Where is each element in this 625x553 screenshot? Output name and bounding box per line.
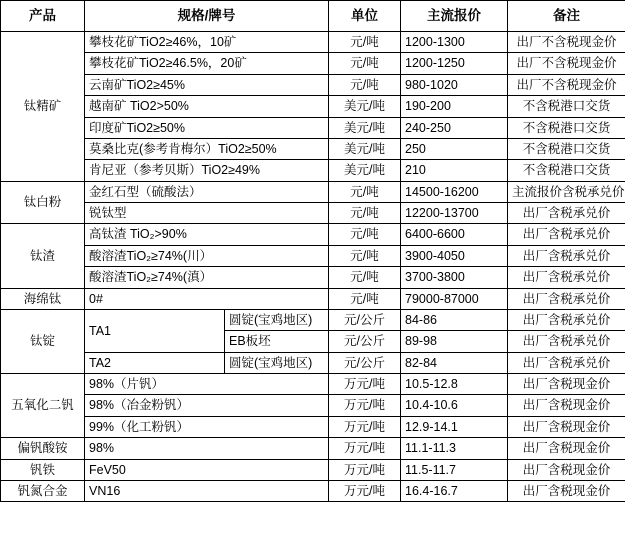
product-category: 钒氮合金 xyxy=(1,480,85,501)
note-cell: 不含税港口交货 xyxy=(508,138,625,159)
price-cell: 250 xyxy=(401,138,508,159)
price-cell: 10.5-12.8 xyxy=(401,374,508,395)
spec-cell: 锐钛型 xyxy=(85,203,329,224)
spec-cell: 云南矿TiO2≥45% xyxy=(85,74,329,95)
unit-cell: 元/吨 xyxy=(329,224,401,245)
note-cell: 出厂含税承兑价 xyxy=(508,288,625,309)
spec-cell: TA1 xyxy=(85,309,225,352)
price-cell: 14500-16200 xyxy=(401,181,508,202)
unit-cell: 元/吨 xyxy=(329,288,401,309)
product-category: 钛渣 xyxy=(1,224,85,288)
price-cell: 980-1020 xyxy=(401,74,508,95)
note-cell: 出厂含税承兑价 xyxy=(508,203,625,224)
price-cell: 240-250 xyxy=(401,117,508,138)
price-cell: 3900-4050 xyxy=(401,245,508,266)
unit-cell: 元/吨 xyxy=(329,53,401,74)
price-cell: 210 xyxy=(401,160,508,181)
price-cell: 16.4-16.7 xyxy=(401,480,508,501)
table-row xyxy=(1,117,625,138)
product-category: 偏钒酸铵 xyxy=(1,438,85,459)
unit-cell: 元/吨 xyxy=(329,32,401,53)
note-cell: 主流报价含税承兑价 xyxy=(508,181,625,202)
note-cell: 出厂不含税现金价 xyxy=(508,32,625,53)
spec-cell: 印度矿TiO2≥50% xyxy=(85,117,329,138)
table-row xyxy=(1,224,625,245)
spec-detail-cell: EB板坯 xyxy=(225,331,329,352)
unit-cell: 美元/吨 xyxy=(329,160,401,181)
unit-cell: 万元/吨 xyxy=(329,438,401,459)
table-row xyxy=(1,32,625,53)
unit-cell: 美元/吨 xyxy=(329,138,401,159)
price-cell: 84-86 xyxy=(401,309,508,330)
table-row xyxy=(1,203,625,224)
spec-cell: 高钛渣 TiO₂>90% xyxy=(85,224,329,245)
product-category: 钒铁 xyxy=(1,459,85,480)
spec-cell: FeV50 xyxy=(85,459,329,480)
price-cell: 12.9-14.1 xyxy=(401,416,508,437)
unit-cell: 万元/吨 xyxy=(329,480,401,501)
price-cell: 3700-3800 xyxy=(401,267,508,288)
unit-cell: 美元/吨 xyxy=(329,96,401,117)
price-cell: 12200-13700 xyxy=(401,203,508,224)
spec-cell: 攀枝花矿TiO2≥46.5%，20矿 xyxy=(85,53,329,74)
unit-cell: 美元/吨 xyxy=(329,117,401,138)
table-row xyxy=(1,374,625,395)
spec-cell: 0# xyxy=(85,288,329,309)
price-cell: 6400-6600 xyxy=(401,224,508,245)
table-row xyxy=(1,416,625,437)
product-category: 五氧化二钒 xyxy=(1,374,85,438)
unit-cell: 元/吨 xyxy=(329,267,401,288)
price-cell: 79000-87000 xyxy=(401,288,508,309)
unit-cell: 万元/吨 xyxy=(329,374,401,395)
header-note: 备注 xyxy=(508,1,625,32)
table-row xyxy=(1,160,625,181)
price-cell: 11.1-11.3 xyxy=(401,438,508,459)
note-cell: 出厂不含税现金价 xyxy=(508,53,625,74)
table-row xyxy=(1,138,625,159)
product-category: 钛锭 xyxy=(1,309,85,373)
table-row xyxy=(1,352,625,373)
note-cell: 出厂含税承兑价 xyxy=(508,245,625,266)
table-row xyxy=(1,288,625,309)
note-cell: 出厂不含税现金价 xyxy=(508,74,625,95)
unit-cell: 元/吨 xyxy=(329,245,401,266)
table-row xyxy=(1,245,625,266)
price-cell: 82-84 xyxy=(401,352,508,373)
note-cell: 不含税港口交货 xyxy=(508,160,625,181)
table-row xyxy=(1,395,625,416)
table-row xyxy=(1,96,625,117)
price-cell: 10.4-10.6 xyxy=(401,395,508,416)
spec-cell: 越南矿 TiO2>50% xyxy=(85,96,329,117)
note-cell: 出厂含税承兑价 xyxy=(508,309,625,330)
note-cell: 出厂含税现金价 xyxy=(508,416,625,437)
spec-cell: 98%（片钒） xyxy=(85,374,329,395)
table-row xyxy=(1,459,625,480)
price-cell: 1200-1300 xyxy=(401,32,508,53)
header-product: 产品 xyxy=(1,1,85,32)
unit-cell: 元/吨 xyxy=(329,181,401,202)
unit-cell: 元/吨 xyxy=(329,74,401,95)
spec-cell: 98%（冶金粉钒） xyxy=(85,395,329,416)
header-unit: 单位 xyxy=(329,1,401,32)
note-cell: 出厂含税现金价 xyxy=(508,374,625,395)
product-category: 钛白粉 xyxy=(1,181,85,224)
product-category: 钛精矿 xyxy=(1,32,85,182)
spec-cell: TA2 xyxy=(85,352,225,373)
note-cell: 出厂含税现金价 xyxy=(508,480,625,501)
header-price: 主流报价 xyxy=(401,1,508,32)
spec-cell: 金红石型（硫酸法） xyxy=(85,181,329,202)
spec-cell: 98% xyxy=(85,438,329,459)
note-cell: 不含税港口交货 xyxy=(508,117,625,138)
spec-cell: 酸溶渣TiO₂≥74%(川） xyxy=(85,245,329,266)
spec-cell: 莫桑比克(参考肯梅尔）TiO2≥50% xyxy=(85,138,329,159)
table-row xyxy=(1,438,625,459)
spec-detail-cell: 圆锭(宝鸡地区) xyxy=(225,352,329,373)
unit-cell: 元/公斤 xyxy=(329,331,401,352)
unit-cell: 元/公斤 xyxy=(329,309,401,330)
table-row xyxy=(1,181,625,202)
header-spec: 规格/牌号 xyxy=(85,1,329,32)
table-row xyxy=(1,74,625,95)
table-row xyxy=(1,53,625,74)
spec-cell: 肯尼亚（参考贝斯）TiO2≥49% xyxy=(85,160,329,181)
note-cell: 出厂含税现金价 xyxy=(508,459,625,480)
note-cell: 出厂含税现金价 xyxy=(508,395,625,416)
table-row xyxy=(1,480,625,501)
note-cell: 出厂含税承兑价 xyxy=(508,224,625,245)
spec-cell: 99%（化工粉钒） xyxy=(85,416,329,437)
table-row xyxy=(1,309,625,330)
note-cell: 出厂含税承兑价 xyxy=(508,267,625,288)
price-cell: 190-200 xyxy=(401,96,508,117)
product-category: 海绵钛 xyxy=(1,288,85,309)
table-body xyxy=(1,32,625,502)
note-cell: 不含税港口交货 xyxy=(508,96,625,117)
header-row xyxy=(1,1,625,32)
price-cell: 1200-1250 xyxy=(401,53,508,74)
price-cell: 11.5-11.7 xyxy=(401,459,508,480)
price-cell: 89-98 xyxy=(401,331,508,352)
spec-cell: 酸溶渣TiO₂≥74%(滇） xyxy=(85,267,329,288)
table-row xyxy=(1,267,625,288)
spec-cell: VN16 xyxy=(85,480,329,501)
unit-cell: 元/吨 xyxy=(329,203,401,224)
unit-cell: 元/公斤 xyxy=(329,352,401,373)
note-cell: 出厂含税承兑价 xyxy=(508,352,625,373)
unit-cell: 万元/吨 xyxy=(329,395,401,416)
unit-cell: 万元/吨 xyxy=(329,416,401,437)
spec-detail-cell: 圆锭(宝鸡地区) xyxy=(225,309,329,330)
spec-cell: 攀枝花矿TiO2≥46%，10矿 xyxy=(85,32,329,53)
table-header xyxy=(1,1,625,32)
note-cell: 出厂含税承兑价 xyxy=(508,331,625,352)
note-cell: 出厂含税现金价 xyxy=(508,438,625,459)
unit-cell: 万元/吨 xyxy=(329,459,401,480)
